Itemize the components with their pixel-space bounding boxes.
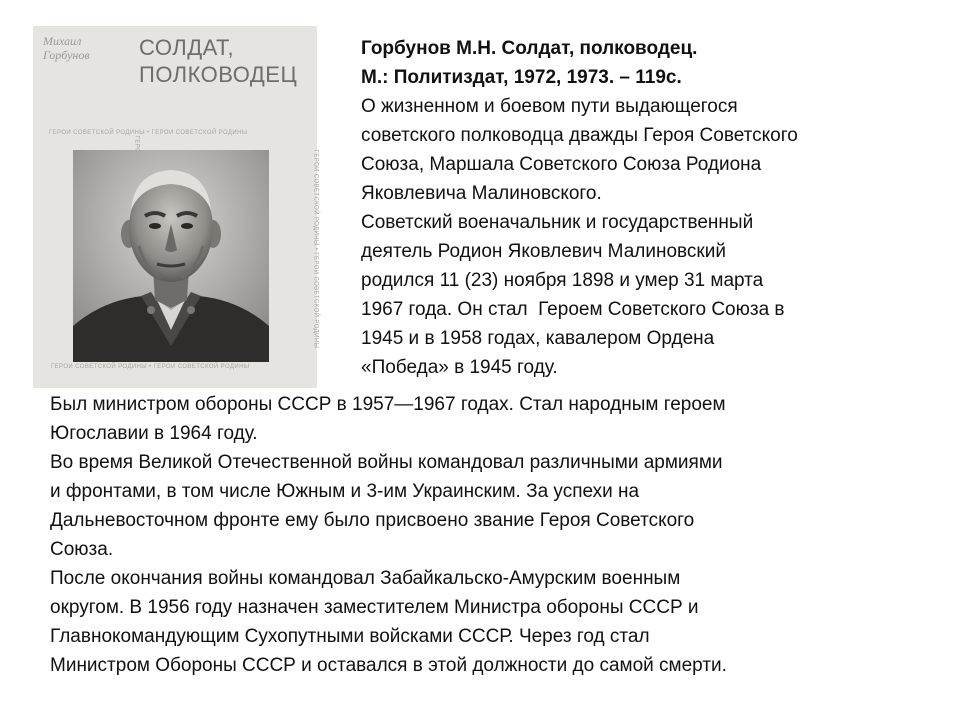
description-line: 1945 и в 1958 годах, кавалером Ордена: [361, 328, 715, 349]
description-line: Союза, Маршала Советского Союза Родиона: [361, 154, 762, 175]
book-description: [361, 34, 941, 382]
biography-line: Министром Обороны СССР и оставался в этой должности до самой смерти.: [50, 655, 727, 676]
description-line: 1967 года. Он стал Героем Советского Союза в: [361, 299, 785, 320]
biography-line: округом. В 1956 году назначен заместителем Министра обороны СССР и: [50, 597, 699, 618]
biography-text: [50, 390, 940, 680]
biography-line: Был министром обороны СССР в 1957—1967 годах. Стал народным героем: [50, 394, 726, 415]
cover-author: Михаил Горбунов: [43, 34, 90, 62]
cover-band-top: ГЕРОИ СОВЕТСКОЙ РОДИНЫ • ГЕРОИ СОВЕТСКОЙ РОДИНЫ: [49, 130, 248, 136]
cover-title: СОЛДАТ, ПОЛКОВОДЕЦ: [139, 35, 298, 87]
biography-line: После окончания войны командовал Забайкальско-Амурским военным: [50, 568, 681, 589]
description-line: Яковлевича Малиновского.: [361, 183, 602, 204]
biography-line: и фронтами, в том числе Южным и 3-им Украинским. За успехи на: [50, 481, 640, 502]
biography-line: Дальневосточном фронте ему было присвоено звание Героя Советского: [50, 510, 695, 531]
description-line: родился 11 (23) ноября 1898 и умер 31 марта: [361, 270, 764, 291]
description-line: О жизненном и боевом пути выдающегося: [361, 96, 738, 117]
book-citation-line-2: М.: Политиздат, 1972, 1973. – 119с.: [361, 67, 682, 88]
book-citation-line-1: Горбунов М.Н. Солдат, полководец.: [361, 38, 698, 59]
biography-line: Союза.: [50, 539, 114, 560]
cover-band-bottom: ГЕРОИ СОВЕТСКОЙ РОДИНЫ • ГЕРОИ СОВЕТСКОЙ РОДИНЫ: [51, 364, 250, 370]
description-line: советского полководца дважды Героя Советского: [361, 125, 798, 146]
book-cover-image: [33, 26, 317, 388]
description-line: деятель Родион Яковлевич Малиновский: [361, 241, 726, 262]
cover-band-right: ГЕРОИ СОВЕТСКОЙ РОДИНЫ • ГЕРОИ СОВЕТСКОЙ РОДИНЫ: [312, 149, 319, 349]
description-line: «Победа» в 1945 году.: [361, 357, 558, 378]
biography-line: Югославии в 1964 году.: [50, 423, 258, 444]
biography-line: Главнокомандующим Сухопутными войсками СССР. Через год стал: [50, 626, 650, 647]
description-line: Советский военачальник и государственный: [361, 212, 754, 233]
portrait-photo: [73, 150, 269, 362]
biography-line: Во время Великой Отечественной войны командовал различными армиями: [50, 452, 723, 473]
